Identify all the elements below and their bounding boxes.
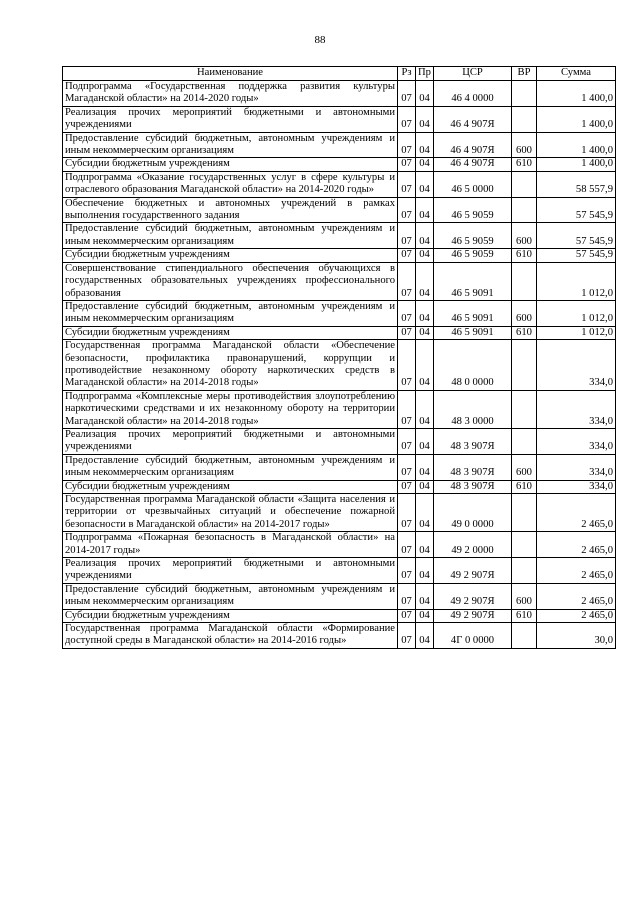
row-name-cell: Государственная программа Магаданской области «Обеспечение безопасности, профилактика правонарушений, коррупции и противодействие незаконному обороту наркотических средств в Магаданской области» на 2014-2018 годы»: [63, 340, 398, 391]
row-pr-cell: 04: [416, 300, 434, 326]
row-pr-cell: 04: [416, 623, 434, 649]
row-vr-cell: [512, 532, 537, 558]
row-name-cell: Предоставление субсидий бюджетным, автономным учреждениям и иным некоммерческим организациям: [63, 454, 398, 480]
row-pr-cell: 04: [416, 326, 434, 339]
row-name-cell: Субсидии бюджетным учреждениям: [63, 480, 398, 493]
table-row: [63, 609, 616, 622]
row-name-cell: Государственная программа Магаданской области «Формирование доступной среды в Магаданской области» на 2014-2016 годы»: [63, 623, 398, 649]
table-row: [63, 340, 616, 391]
row-csr-cell: 46 4 0000: [434, 81, 512, 107]
table-header-row: [63, 67, 616, 81]
table-row: [63, 326, 616, 339]
row-csr-cell: 4Г 0 0000: [434, 623, 512, 649]
row-pr-cell: 04: [416, 81, 434, 107]
table-row: [63, 583, 616, 609]
header-sum: Сумма: [537, 67, 616, 81]
table-row: [63, 623, 616, 649]
table-row: [63, 390, 616, 428]
row-vr-cell: [512, 428, 537, 454]
row-name-cell: Подпрограмма «Государственная поддержка развития культуры Магаданской области» на 2014-2020 годы»: [63, 81, 398, 107]
row-rz-cell: 07: [398, 494, 416, 532]
row-csr-cell: 46 4 907Я: [434, 132, 512, 158]
row-vr-cell: 600: [512, 583, 537, 609]
row-csr-cell: 48 3 907Я: [434, 454, 512, 480]
row-pr-cell: 04: [416, 583, 434, 609]
header-rz: Рз: [398, 67, 416, 81]
row-sum-cell: 334,0: [537, 454, 616, 480]
row-rz-cell: 07: [398, 262, 416, 300]
row-csr-cell: 46 5 9059: [434, 197, 512, 223]
row-sum-cell: 334,0: [537, 390, 616, 428]
row-sum-cell: 57 545,9: [537, 223, 616, 249]
row-pr-cell: 04: [416, 609, 434, 622]
row-pr-cell: 04: [416, 106, 434, 132]
row-name-cell: Государственная программа Магаданской области «Защита населения и территории от чрезвычайных ситуаций и обеспечение пожарной безопасности в Магаданской области» на 2014-2017 годы»: [63, 494, 398, 532]
row-sum-cell: 1 400,0: [537, 132, 616, 158]
row-name-cell: Обеспечение бюджетных и автономных учреждений в рамках выполнения государственного задания: [63, 197, 398, 223]
row-sum-cell: 1 400,0: [537, 158, 616, 171]
row-sum-cell: 1 400,0: [537, 81, 616, 107]
row-pr-cell: 04: [416, 223, 434, 249]
row-pr-cell: 04: [416, 262, 434, 300]
row-pr-cell: 04: [416, 171, 434, 197]
row-sum-cell: 334,0: [537, 480, 616, 493]
row-name-cell: Субсидии бюджетным учреждениям: [63, 609, 398, 622]
row-pr-cell: 04: [416, 494, 434, 532]
table-row: [63, 197, 616, 223]
table-row: [63, 262, 616, 300]
table-row: [63, 558, 616, 584]
row-pr-cell: 04: [416, 558, 434, 584]
row-pr-cell: 04: [416, 428, 434, 454]
table-row: [63, 428, 616, 454]
row-rz-cell: 07: [398, 623, 416, 649]
row-csr-cell: 49 0 0000: [434, 494, 512, 532]
table-row: [63, 132, 616, 158]
row-csr-cell: 48 3 907Я: [434, 480, 512, 493]
row-sum-cell: 2 465,0: [537, 583, 616, 609]
row-rz-cell: 07: [398, 583, 416, 609]
row-sum-cell: 2 465,0: [537, 609, 616, 622]
row-sum-cell: 1 012,0: [537, 300, 616, 326]
row-pr-cell: 04: [416, 532, 434, 558]
row-pr-cell: 04: [416, 340, 434, 391]
row-name-cell: Субсидии бюджетным учреждениям: [63, 326, 398, 339]
row-rz-cell: 07: [398, 340, 416, 391]
row-vr-cell: [512, 262, 537, 300]
header-name: Наименование: [63, 67, 398, 81]
row-csr-cell: 46 5 9091: [434, 326, 512, 339]
row-rz-cell: 07: [398, 300, 416, 326]
row-vr-cell: [512, 558, 537, 584]
row-vr-cell: 610: [512, 249, 537, 262]
row-name-cell: Предоставление субсидий бюджетным, автономным учреждениям и иным некоммерческим организациям: [63, 132, 398, 158]
row-csr-cell: 48 3 907Я: [434, 428, 512, 454]
row-sum-cell: 57 545,9: [537, 197, 616, 223]
row-name-cell: Реализация прочих мероприятий бюджетными и автономными учреждениями: [63, 558, 398, 584]
row-vr-cell: [512, 623, 537, 649]
row-csr-cell: 49 2 907Я: [434, 583, 512, 609]
row-vr-cell: [512, 81, 537, 107]
row-vr-cell: [512, 171, 537, 197]
row-vr-cell: [512, 106, 537, 132]
table-row: [63, 223, 616, 249]
table-row: [63, 81, 616, 107]
row-sum-cell: 57 545,9: [537, 249, 616, 262]
row-name-cell: Подпрограмма «Пожарная безопасность в Магаданской области» на 2014-2017 годы»: [63, 532, 398, 558]
row-pr-cell: 04: [416, 132, 434, 158]
row-sum-cell: 58 557,9: [537, 171, 616, 197]
table-row: [63, 300, 616, 326]
row-vr-cell: [512, 494, 537, 532]
row-rz-cell: 07: [398, 81, 416, 107]
row-csr-cell: 46 4 907Я: [434, 158, 512, 171]
row-name-cell: Подпрограмма «Комплексные меры противодействия злоупотреблению наркотическими средствами и их незаконному обороту на территории Магаданской области» на 2014-2018 годы»: [63, 390, 398, 428]
row-rz-cell: 07: [398, 428, 416, 454]
table-row: [63, 532, 616, 558]
row-csr-cell: 46 5 9059: [434, 249, 512, 262]
row-name-cell: Реализация прочих мероприятий бюджетными и автономными учреждениями: [63, 106, 398, 132]
budget-table: [62, 66, 616, 649]
row-rz-cell: 07: [398, 171, 416, 197]
row-vr-cell: 600: [512, 454, 537, 480]
row-rz-cell: 07: [398, 558, 416, 584]
row-name-cell: Предоставление субсидий бюджетным, автономным учреждениям и иным некоммерческим организациям: [63, 300, 398, 326]
table-row: [63, 454, 616, 480]
row-rz-cell: 07: [398, 249, 416, 262]
row-vr-cell: 610: [512, 480, 537, 493]
row-vr-cell: 610: [512, 609, 537, 622]
row-sum-cell: 2 465,0: [537, 494, 616, 532]
row-name-cell: Субсидии бюджетным учреждениям: [63, 158, 398, 171]
row-rz-cell: 07: [398, 106, 416, 132]
row-sum-cell: 334,0: [537, 340, 616, 391]
row-name-cell: Предоставление субсидий бюджетным, автономным учреждениям и иным некоммерческим организациям: [63, 223, 398, 249]
row-csr-cell: 49 2 0000: [434, 532, 512, 558]
row-sum-cell: 30,0: [537, 623, 616, 649]
row-vr-cell: 610: [512, 326, 537, 339]
row-rz-cell: 07: [398, 532, 416, 558]
row-csr-cell: 49 2 907Я: [434, 558, 512, 584]
row-vr-cell: 600: [512, 300, 537, 326]
row-rz-cell: 07: [398, 454, 416, 480]
table-row: [63, 158, 616, 171]
row-pr-cell: 04: [416, 197, 434, 223]
row-vr-cell: 600: [512, 223, 537, 249]
table-row: [63, 171, 616, 197]
row-csr-cell: 46 5 9059: [434, 223, 512, 249]
row-rz-cell: 07: [398, 480, 416, 493]
row-vr-cell: [512, 340, 537, 391]
row-name-cell: Предоставление субсидий бюджетным, автономным учреждениям и иным некоммерческим организациям: [63, 583, 398, 609]
row-sum-cell: 2 465,0: [537, 532, 616, 558]
row-rz-cell: 07: [398, 609, 416, 622]
table-row: [63, 494, 616, 532]
row-vr-cell: [512, 197, 537, 223]
row-csr-cell: 46 4 907Я: [434, 106, 512, 132]
row-csr-cell: 48 0 0000: [434, 340, 512, 391]
row-pr-cell: 04: [416, 249, 434, 262]
row-rz-cell: 07: [398, 197, 416, 223]
row-sum-cell: 1 400,0: [537, 106, 616, 132]
row-csr-cell: 46 5 0000: [434, 171, 512, 197]
table-row: [63, 480, 616, 493]
table-row: [63, 106, 616, 132]
row-sum-cell: 1 012,0: [537, 326, 616, 339]
row-pr-cell: 04: [416, 158, 434, 171]
row-name-cell: Субсидии бюджетным учреждениям: [63, 249, 398, 262]
page-number: 88: [314, 34, 326, 46]
row-csr-cell: 48 3 0000: [434, 390, 512, 428]
header-csr: ЦСР: [434, 67, 512, 81]
row-csr-cell: 46 5 9091: [434, 262, 512, 300]
row-sum-cell: 334,0: [537, 428, 616, 454]
table-row: [63, 249, 616, 262]
row-vr-cell: [512, 390, 537, 428]
row-name-cell: Совершенствование стипендиального обеспечения обучающихся в государственных образовательных учреждениях профессионального образования: [63, 262, 398, 300]
row-pr-cell: 04: [416, 390, 434, 428]
row-csr-cell: 49 2 907Я: [434, 609, 512, 622]
row-rz-cell: 07: [398, 390, 416, 428]
row-sum-cell: 2 465,0: [537, 558, 616, 584]
row-pr-cell: 04: [416, 480, 434, 493]
row-vr-cell: 600: [512, 132, 537, 158]
row-csr-cell: 46 5 9091: [434, 300, 512, 326]
header-pr: Пр: [416, 67, 434, 81]
table-body: [63, 81, 616, 649]
row-pr-cell: 04: [416, 454, 434, 480]
header-vr: ВР: [512, 67, 537, 81]
row-sum-cell: 1 012,0: [537, 262, 616, 300]
row-rz-cell: 07: [398, 223, 416, 249]
row-name-cell: Подпрограмма «Оказание государственных услуг в сфере культуры и отраслевого образования Магаданской области» на 2014-2020 годы»: [63, 171, 398, 197]
row-rz-cell: 07: [398, 326, 416, 339]
row-name-cell: Реализация прочих мероприятий бюджетными и автономными учреждениями: [63, 428, 398, 454]
row-rz-cell: 07: [398, 132, 416, 158]
row-rz-cell: 07: [398, 158, 416, 171]
row-vr-cell: 610: [512, 158, 537, 171]
